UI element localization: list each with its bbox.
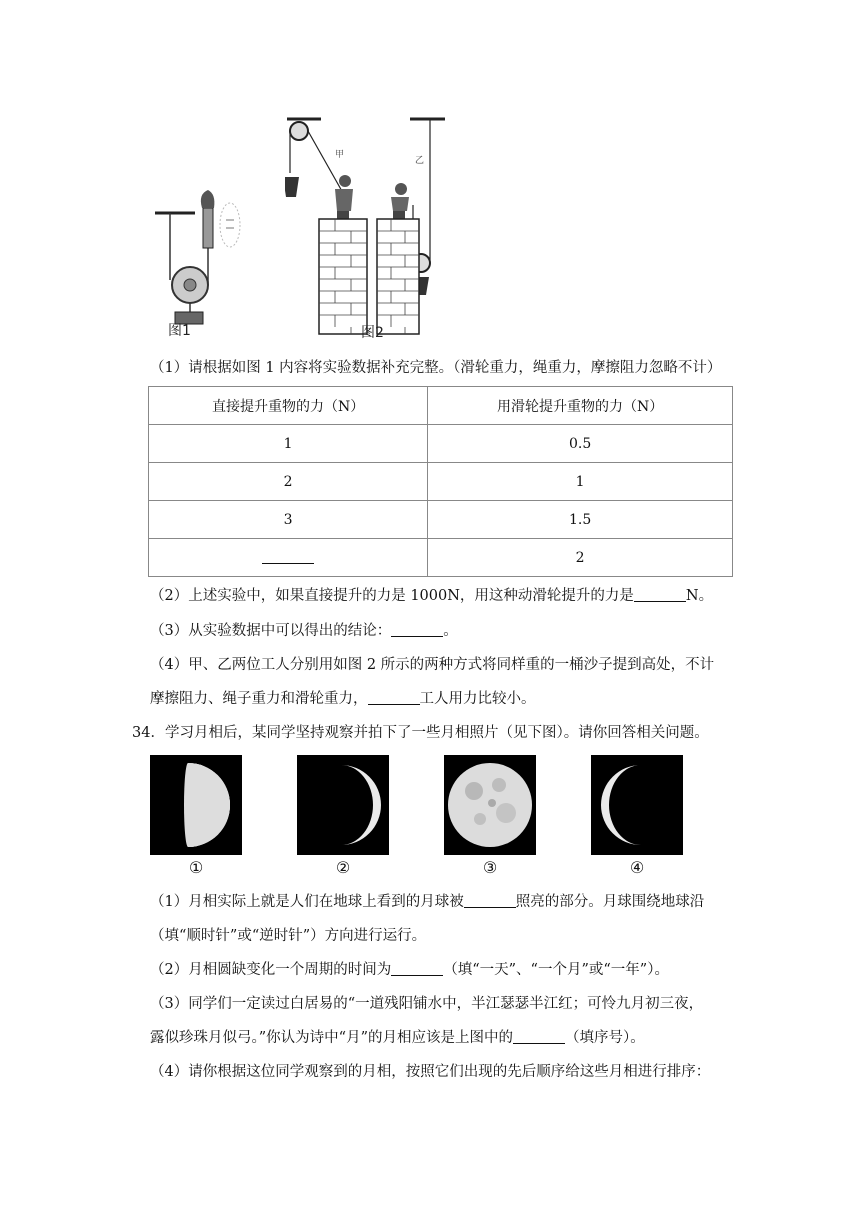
q33-part3-text: （3）从实验数据中可以得出的结论： — [150, 623, 392, 639]
moon-photo-1 — [150, 755, 242, 855]
answer-blank[interactable] — [513, 1029, 565, 1044]
moon-photo-2 — [297, 755, 389, 855]
answer-blank[interactable] — [262, 549, 314, 564]
moon-label-4: ④ — [629, 858, 645, 877]
q34-part3-end: （填序号）。 — [565, 1030, 645, 1046]
figure-2-label: 图2 — [361, 325, 384, 341]
table-row — [149, 463, 733, 501]
q33-part3 — [150, 621, 458, 641]
table-cell: 2 — [149, 463, 428, 501]
q34-part1-text-cont: 照亮的部分。月球围绕地球沿 — [515, 894, 705, 910]
q34-part1-line1 — [150, 892, 704, 912]
table-row — [149, 539, 733, 577]
q34-part3-line2 — [150, 1028, 645, 1048]
answer-blank[interactable] — [464, 893, 516, 908]
answer-blank[interactable] — [391, 622, 443, 637]
table-header-pulley: 用滑轮提升重物的力（N） — [428, 387, 733, 425]
moon-photo-4 — [591, 755, 683, 855]
table-header-direct: 直接提升重物的力（N） — [149, 387, 428, 425]
q33-part1-text: （1）请根据如图 1 内容将实验数据补充完整。（滑轮重力，绳重力，摩擦阻力忽略不计） — [150, 360, 722, 376]
q33-part4-text: 摩擦阻力、绳子重力和滑轮重力， — [150, 691, 368, 707]
experiment-data-table — [148, 386, 733, 577]
table-row — [149, 501, 733, 539]
q34-part1-text: （1）月相实际上就是人们在地球上看到的月球被 — [150, 894, 464, 910]
q33-part2-text: （2）上述实验中，如果直接提升的力是 1000N，用这种动滑轮提升的力是 — [150, 588, 634, 604]
figure-1-pulley-illustration — [150, 180, 260, 345]
q33-part4-line2 — [150, 689, 536, 709]
q34-part2-text: （2）月相圆缺变化一个周期的时间为 — [150, 962, 392, 978]
moon-label-2: ② — [335, 858, 351, 877]
figure-2-workers-illustration — [285, 115, 450, 345]
q33-part2 — [150, 586, 713, 606]
moon-label-1: ① — [188, 858, 204, 877]
q34-part4: （4）请你根据这位同学观察到的月相，按照它们出现的先后顺序给这些月相进行排序： — [150, 1064, 711, 1080]
q34-part2 — [150, 960, 669, 980]
q33-part4-line1: （4）甲、乙两位工人分别用如图 2 所示的两种方式将同样重的一桶沙子提到高处，不计 — [150, 657, 715, 673]
q34-stem: 34．学习月相后，某同学坚持观察并拍下了一些月相照片（见下图）。请你回答相关问题。 — [132, 725, 709, 741]
table-row — [149, 425, 733, 463]
q33-part2-unit: N。 — [685, 588, 714, 604]
figure-1-label: 图1 — [168, 323, 191, 339]
table-answer-blank-cell — [149, 539, 428, 577]
moon-photo-3 — [444, 755, 536, 855]
worker-a-label: 甲 — [335, 150, 345, 160]
q34-part3-text: 露似珍珠月似弓。”你认为诗中“月”的月相应该是上图中的 — [150, 1030, 513, 1046]
q33-part3-end: 。 — [443, 623, 458, 639]
q33-part4-end: 工人用力比较小。 — [419, 691, 536, 707]
moon-label-3: ③ — [482, 858, 498, 877]
answer-blank[interactable] — [391, 961, 443, 976]
q34-part1-line2: （填“顺时针”或“逆时针”）方向进行运行。 — [150, 928, 427, 944]
table-cell: 3 — [149, 501, 428, 539]
table-header-row — [149, 387, 733, 425]
q34-part3-line1: （3）同学们一定读过白居易的“一道残阳铺水中，半江瑟瑟半江红；可怜九月初三夜， — [150, 996, 704, 1012]
table-cell: 0.5 — [428, 425, 733, 463]
q34-part2-options: （填“一天”、“一个月”或“一年”）。 — [443, 962, 669, 978]
answer-blank[interactable] — [368, 690, 420, 705]
table-cell: 1 — [149, 425, 428, 463]
table-cell: 1 — [428, 463, 733, 501]
table-cell: 1.5 — [428, 501, 733, 539]
table-cell: 2 — [428, 539, 733, 577]
worker-b-label: 乙 — [415, 156, 425, 166]
answer-blank[interactable] — [634, 587, 686, 602]
